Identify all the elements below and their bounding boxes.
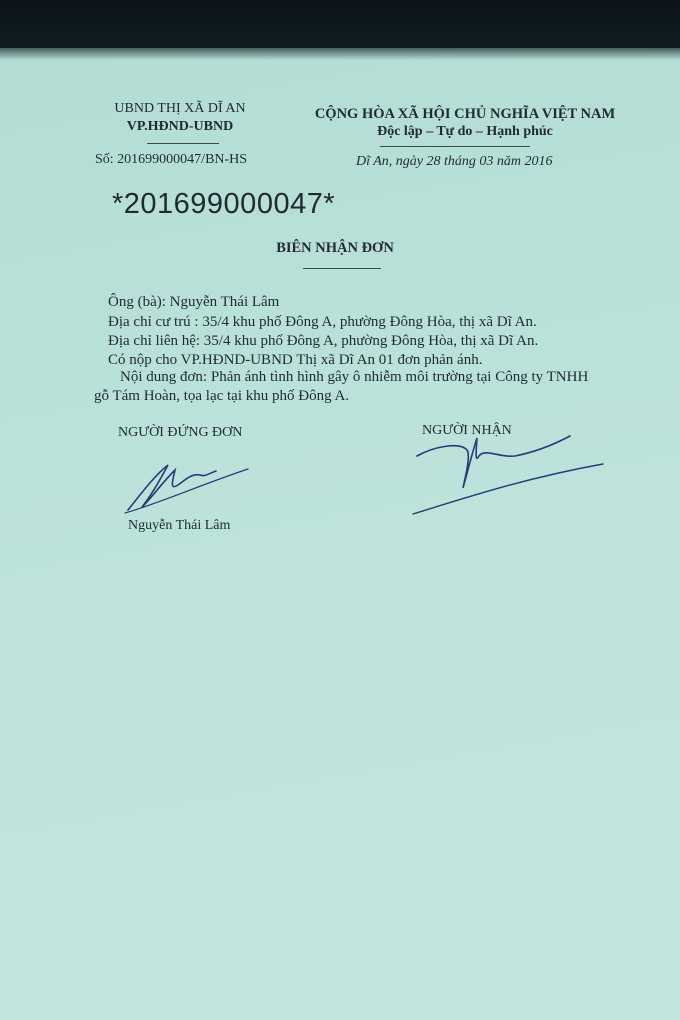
body-name-line: Ông (bà): Nguyễn Thái Lâm <box>108 294 280 310</box>
body-submission-line: Có nộp cho VP.HĐND-UBND Thị xã Dĩ An 01 đơn phản ánh. <box>108 352 483 368</box>
body-content-continuation: gỗ Tám Hoàn, tọa lạc tại khu phố Đông A. <box>94 388 350 404</box>
receiver-signature <box>405 428 615 523</box>
document-title: BIÊN NHẬN ĐƠN <box>276 240 394 256</box>
applicant-name: Nguyễn Thái Lâm <box>128 518 231 533</box>
motto-underline <box>380 146 530 147</box>
body-contact-line: Địa chỉ liên hệ: 35/4 khu phố Đông A, phường Đông Hòa, thị xã Dĩ An. <box>108 333 539 349</box>
issuer-line1: UBND THỊ XÃ DĨ AN <box>114 101 246 116</box>
issuer-underline <box>147 143 219 144</box>
document-number: Số: 201699000047/BN-HS <box>95 152 248 167</box>
top-shadow <box>0 0 680 60</box>
barcode-text: *201699000047* <box>112 188 336 220</box>
national-motto: Độc lập – Tự do – Hạnh phúc <box>377 124 553 139</box>
issuer-line2: VP.HĐND-UBND <box>126 119 234 134</box>
document-paper <box>0 48 680 1020</box>
national-title: CỘNG HÒA XÃ HỘI CHỦ NGHĨA VIỆT NAM <box>314 106 616 122</box>
body-content-line: Nội dung đơn: Phản ánh tình hình gây ô nhiễm môi trường tại Công ty TNHH <box>120 369 589 385</box>
receiver-label: NGƯỜI NHẬN <box>422 423 512 438</box>
applicant-label: NGƯỜI ĐỨNG ĐƠN <box>118 425 243 440</box>
body-residence-line: Địa chỉ cư trú : 35/4 khu phố Đông A, phường Đông Hòa, thị xã Dĩ An. <box>108 314 537 330</box>
applicant-signature <box>120 455 260 520</box>
title-underline <box>303 268 381 269</box>
document-date: Dĩ An, ngày 28 tháng 03 năm 2016 <box>356 154 553 169</box>
